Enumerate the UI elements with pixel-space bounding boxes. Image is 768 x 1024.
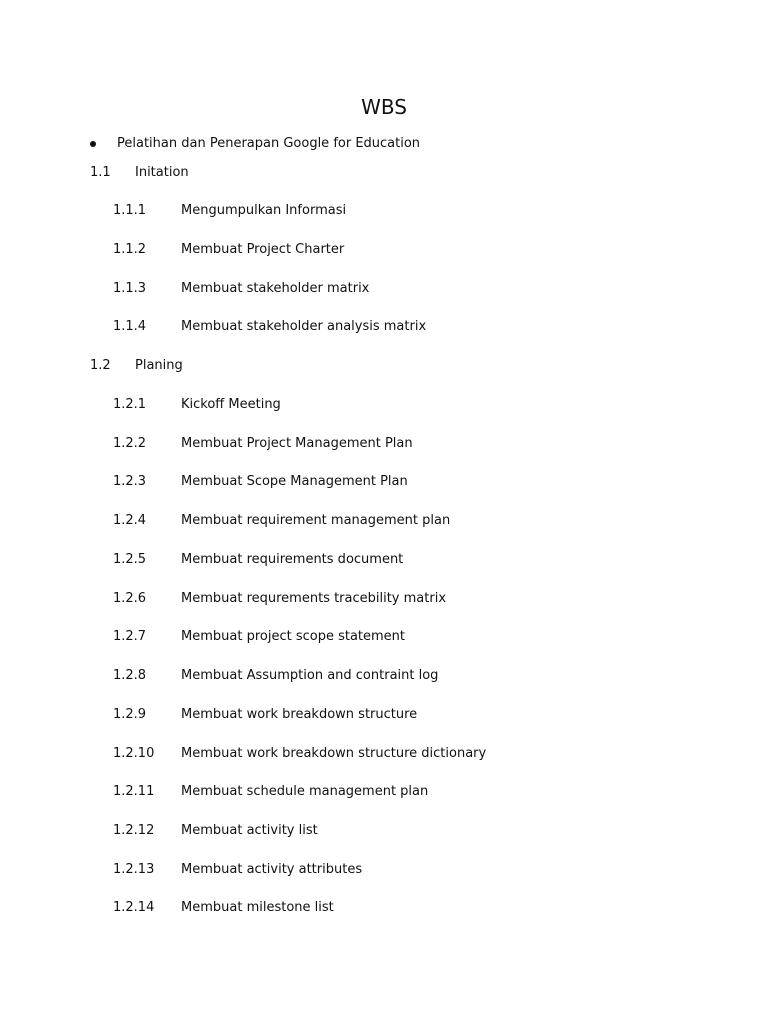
wbs-label: Membuat work breakdown structure dictionary: [181, 746, 487, 761]
wbs-number: 1.2.10: [113, 746, 155, 761]
wbs-number: 1.1.1: [113, 203, 147, 218]
wbs-item: [0, 898, 768, 918]
wbs-label: Membuat work breakdown structure: [181, 707, 418, 722]
wbs-number: 1.2.14: [113, 900, 155, 915]
wbs-label: Membuat activity attributes: [181, 862, 363, 877]
wbs-section: [0, 356, 768, 376]
wbs-item: [0, 744, 768, 764]
bullet-dot-icon: [90, 141, 96, 147]
wbs-label: Mengumpulkan Informasi: [181, 203, 347, 218]
wbs-label: Membuat stakeholder analysis matrix: [181, 319, 427, 334]
wbs-label: Membuat Assumption and contraint log: [181, 668, 439, 683]
wbs-label: Membuat project scope statement: [181, 629, 406, 644]
wbs-label: Initation: [135, 165, 189, 180]
wbs-label: Membuat milestone list: [181, 900, 334, 915]
wbs-item: [0, 705, 768, 725]
wbs-item: [0, 279, 768, 299]
wbs-item: [0, 627, 768, 647]
wbs-item: [0, 434, 768, 454]
wbs-item: [0, 821, 768, 841]
wbs-section: [0, 163, 768, 183]
wbs-number: 1.2.8: [113, 668, 147, 683]
wbs-label: Membuat Scope Management Plan: [181, 474, 408, 489]
wbs-number: 1.2.1: [113, 397, 147, 412]
wbs-number: 1.2.9: [113, 707, 147, 722]
wbs-item: [0, 317, 768, 337]
wbs-label: Membuat Project Management Plan: [181, 436, 413, 451]
wbs-item: [0, 860, 768, 880]
wbs-label: Planing: [135, 358, 183, 373]
wbs-label: Membuat activity list: [181, 823, 318, 838]
wbs-label: Membuat requrements tracebility matrix: [181, 591, 447, 606]
wbs-label: Membuat requirement management plan: [181, 513, 451, 528]
wbs-item: [0, 666, 768, 686]
wbs-number: 1.2.11: [113, 784, 155, 799]
wbs-item: [0, 589, 768, 609]
wbs-item: [0, 395, 768, 415]
wbs-number: 1.2: [90, 358, 111, 373]
wbs-number: 1.1.2: [113, 242, 147, 257]
wbs-label: Membuat requirements document: [181, 552, 404, 567]
wbs-item: [0, 201, 768, 221]
wbs-item: [0, 550, 768, 570]
wbs-label: Membuat Project Charter: [181, 242, 345, 257]
wbs-item: [0, 782, 768, 802]
wbs-number: 1.2.2: [113, 436, 147, 451]
wbs-number: 1.2.3: [113, 474, 147, 489]
wbs-label: Membuat schedule management plan: [181, 784, 429, 799]
document-title: WBS: [361, 95, 407, 119]
wbs-number: 1.2.13: [113, 862, 155, 877]
wbs-number: 1.2.6: [113, 591, 147, 606]
wbs-item: [0, 511, 768, 531]
wbs-item: [0, 240, 768, 260]
wbs-number: 1.2.12: [113, 823, 155, 838]
wbs-item: [0, 472, 768, 492]
wbs-number: 1.1: [90, 165, 111, 180]
wbs-number: 1.2.7: [113, 629, 147, 644]
bullet-item-text: Pelatihan dan Penerapan Google for Education: [117, 136, 421, 151]
wbs-number: 1.2.4: [113, 513, 147, 528]
wbs-number: 1.2.5: [113, 552, 147, 567]
wbs-label: Kickoff Meeting: [181, 397, 281, 412]
wbs-label: Membuat stakeholder matrix: [181, 281, 370, 296]
wbs-number: 1.1.4: [113, 319, 147, 334]
wbs-number: 1.1.3: [113, 281, 147, 296]
